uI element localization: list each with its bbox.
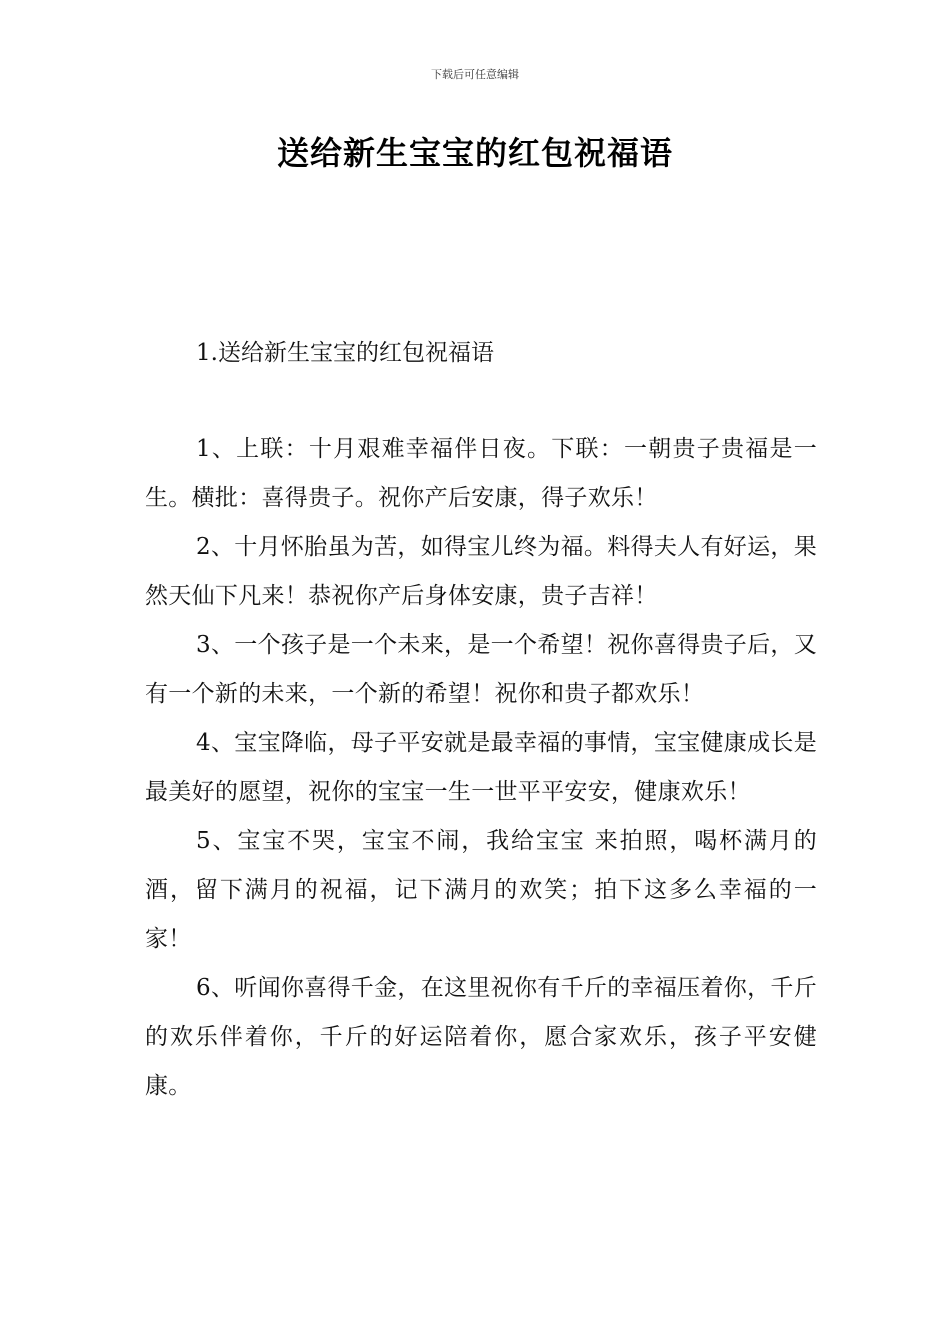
blessing-paragraph-3: 3、一个孩子是一个未来，是一个希望！祝你喜得贵子后，又有一个新的未来，一个新的希望！祝你和贵子都欢乐！ xyxy=(145,632,817,707)
body-text xyxy=(145,425,817,1111)
blessing-paragraph-5: 5、宝宝不哭，宝宝不闹，我给宝宝 来拍照，喝杯满月的酒，留下满月的祝福，记下满月的欢笑；拍下这多么幸福的一家！ xyxy=(145,828,817,952)
blessing-paragraph-2: 2、十月怀胎虽为苦，如得宝儿终为福。料得夫人有好运，果然天仙下凡来！恭祝你产后身体安康，贵子吉祥！ xyxy=(145,534,817,609)
section-heading: 1.送给新生宝宝的红包祝福语 xyxy=(196,340,494,366)
blessing-paragraph-1: 1、上联：十月艰难幸福伴日夜。下联：一朝贵子贵福是一生。横批：喜得贵子。祝你产后安康，得子欢乐！ xyxy=(145,436,817,511)
document-title: 送给新生宝宝的红包祝福语 xyxy=(276,134,673,172)
header-note: 下载后可任意编辑 xyxy=(431,68,519,81)
blessing-paragraph-6: 6、听闻你喜得千金，在这里祝你有千斤的幸福压着你，千斤的欢乐伴着你，千斤的好运陪着你，愿合家欢乐，孩子平安健康。 xyxy=(145,975,817,1099)
blessing-paragraph-4: 4、宝宝降临，母子平安就是最幸福的事情，宝宝健康成长是最美好的愿望，祝你的宝宝一生一世平平安安，健康欢乐！ xyxy=(145,730,817,805)
